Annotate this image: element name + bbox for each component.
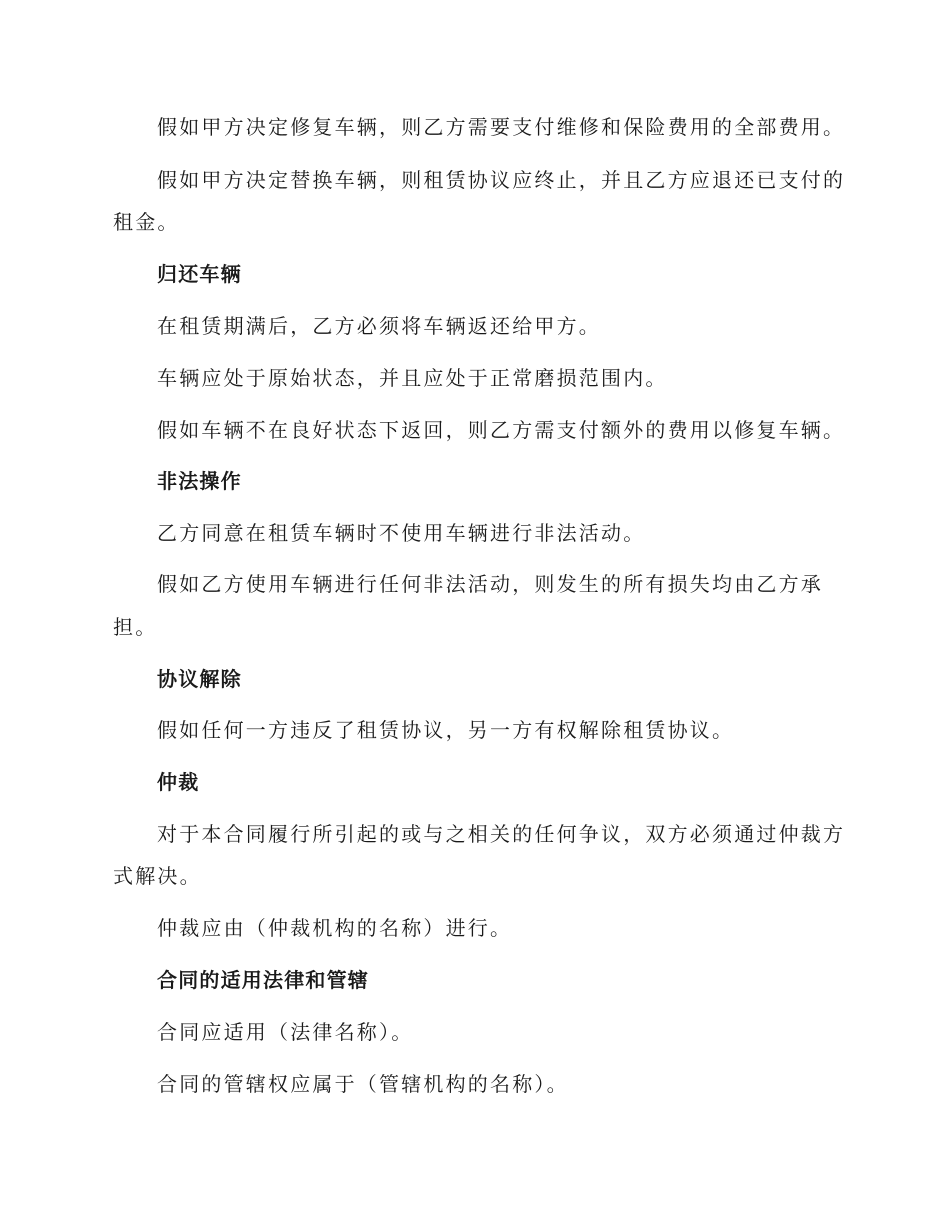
paragraph-replace-line1: 假如甲方决定替换车辆，则租赁协议应终止，并且乙方应退还已支付的 bbox=[157, 168, 846, 192]
section-heading-return: 归还车辆 bbox=[157, 262, 242, 286]
paragraph-arbitration-line2: 式解决。 bbox=[113, 864, 202, 888]
section-heading-illegal: 非法操作 bbox=[157, 469, 242, 493]
paragraph-repair-cost: 假如甲方决定修复车辆，则乙方需要支付维修和保险费用的全部费用。 bbox=[157, 115, 846, 139]
paragraph-illegal-loss-line1: 假如乙方使用车辆进行任何非法活动，则发生的所有损失均由乙方承 bbox=[157, 572, 823, 596]
paragraph-termination: 假如任何一方违反了租赁协议，另一方有权解除租赁协议。 bbox=[157, 718, 735, 742]
paragraph-arbitration-line1: 对于本合同履行所引起的或与之相关的任何争议，双方必须通过仲裁方 bbox=[157, 822, 846, 846]
paragraph-return-damage: 假如车辆不在良好状态下返回，则乙方需支付额外的费用以修复车辆。 bbox=[157, 418, 846, 442]
paragraph-illegal-agree: 乙方同意在租赁车辆时不使用车辆进行非法活动。 bbox=[157, 521, 646, 545]
paragraph-law-jurisdiction: 合同的管辖权应属于（管辖机构的名称）。 bbox=[157, 1072, 569, 1096]
paragraph-law-applicable: 合同应适用（法律名称）。 bbox=[157, 1020, 414, 1044]
paragraph-replace-line2: 租金。 bbox=[113, 210, 180, 234]
paragraph-return-expiry: 在租赁期满后，乙方必须将车辆返还给甲方。 bbox=[157, 314, 601, 338]
paragraph-illegal-loss-line2: 担。 bbox=[113, 615, 158, 639]
section-heading-arbitration: 仲裁 bbox=[157, 770, 200, 794]
paragraph-return-condition: 车辆应处于原始状态，并且应处于正常磨损范围内。 bbox=[157, 366, 668, 390]
section-heading-termination: 协议解除 bbox=[157, 667, 242, 691]
paragraph-arbitration-body: 仲裁应由（仲裁机构的名称）进行。 bbox=[157, 916, 513, 940]
section-heading-law: 合同的适用法律和管辖 bbox=[157, 968, 369, 992]
